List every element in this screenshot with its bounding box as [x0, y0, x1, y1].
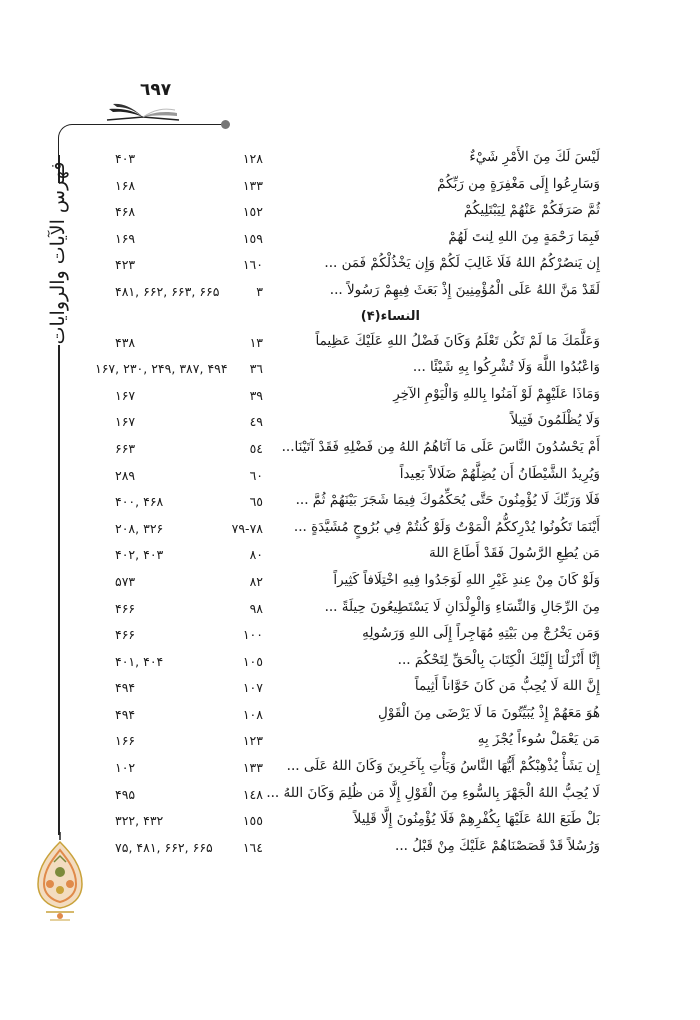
verse-text: لَيْسَ لَكَ مِنَ الأَمْرِ شَيْءٌ: [469, 149, 600, 165]
page-references: ۱۶۸: [115, 177, 136, 193]
page-references: ۴۶۶: [115, 627, 136, 643]
ayah-number: ١٠٨: [242, 706, 263, 722]
verse-index-list: [95, 146, 600, 861]
index-entry: [95, 146, 600, 173]
header-rule: [72, 124, 224, 125]
index-entry: [95, 330, 600, 357]
verse-text: وَاعْبُدُوا اللَّهَ وَلَا تُشْرِكُوا بِهِ شَيْئًا ...: [412, 359, 600, 376]
page-number: ٦٩٧: [140, 80, 172, 100]
ayah-number: ٥٤: [249, 440, 263, 456]
page-references: ۴۹۴: [115, 680, 136, 696]
side-running-title: [28, 160, 88, 345]
page-references: ۱۶۹: [115, 230, 136, 246]
ayah-number: ١٢٣: [242, 733, 263, 749]
page-references: ۴۹۴ ,۳۸۷ ,۲۴۹ ,۲۳۰ ,۱۶۷: [95, 361, 228, 377]
page-references: ۳۲۶ ,۲۰۸: [115, 520, 164, 536]
verse-text: مَن يُطِعِ الرَّسُولَ فَقَدْ أَطَاعَ اللهَ: [429, 545, 600, 562]
verse-text: لَا يُحِبُّ اللهُ الْجَهْرَ بِالسُّوءِ مِنَ الْقَوْلِ إِلَّا مَن ظُلِمَ وَكَانَ اللهُ ...: [266, 784, 600, 801]
index-entry: [95, 463, 600, 490]
ayah-number: ٣: [256, 283, 263, 299]
index-entry: [95, 596, 600, 623]
ayah-number: ١٣٣: [242, 177, 263, 193]
page-references: ۴۰۳: [115, 151, 136, 166]
ayah-number: ٣٦: [249, 361, 263, 377]
ayah-number: ١٠٥: [242, 653, 263, 669]
ayah-number: ٨٢: [249, 573, 263, 589]
ayah-number: ١٤٨: [242, 786, 263, 802]
page-references: ۴۶۶: [115, 600, 136, 616]
ayah-number: ٩٨: [249, 600, 263, 616]
ayah-number: ٧٨-٧٩: [231, 520, 263, 536]
index-entry: [95, 808, 600, 835]
page-references: ۴۶۸ ,۴۰۰: [115, 494, 164, 510]
page-references: ۲۸۹: [115, 467, 136, 483]
index-entry: [95, 436, 600, 463]
index-entry: [95, 226, 600, 253]
ayah-number: ١٦٤: [242, 839, 263, 855]
rule-ornament-dot: [221, 120, 230, 129]
surah-heading: النساء(۴): [360, 308, 420, 324]
index-entry: [95, 649, 600, 676]
ayah-number: ١٠٠: [242, 627, 263, 643]
index-entry: [95, 279, 600, 306]
page-references: ۱۶۶: [115, 733, 136, 749]
page-references: ۱۶۷: [115, 387, 136, 403]
page-references: ۴۹۵: [115, 786, 136, 802]
page-references: ۴۰۴ ,۴۰۱: [115, 653, 164, 669]
ayah-number: ١٥٩: [242, 230, 263, 246]
ayah-number: ١٥٥: [242, 813, 263, 829]
page-references: ۶۶۵ ,۶۶۲ ,۴۸۱ ,۷۵: [115, 839, 213, 855]
verse-text: لَقَدْ مَنَّ اللهُ عَلَى الْمُؤْمِنِينَ إِذْ بَعَثَ فِيهِمْ رَسُولاً ...: [329, 281, 600, 298]
verse-text: وَسَارِعُوا إِلَى مَغْفِرَةٍ مِن رَبِّكُمْ: [437, 175, 600, 192]
verse-text: فَلَا وَرَبِّكَ لَا يُؤْمِنُونَ حَتَّى يُحَكِّمُوكَ فِيمَا شَجَرَ بَيْنَهُمْ ثُمَّ ...: [295, 492, 600, 509]
verse-text: هُوَ مَعَهُمْ إِذْ يُبَيِّتُونَ مَا لَا يَرْضَى مِنَ الْقَوْلِ: [378, 704, 600, 721]
page-references: ۴۹۴: [115, 706, 136, 722]
verse-text: إِنَّ اللهَ لَا يُحِبُّ مَن كَانَ خَوَّاناً أَثِيماً: [414, 678, 600, 695]
index-entry: [95, 489, 600, 516]
verse-text: وَلَوْ كَانَ مِنْ عِندِ غَيْرِ اللهِ لَوَجَدُوا فِيهِ اخْتِلَافاً كَثِيراً: [333, 571, 600, 588]
index-entry: [95, 252, 600, 279]
page-references: ۴۳۲ ,۳۲۲: [115, 813, 164, 829]
ayah-number: ٨٠: [249, 547, 263, 563]
index-entry: [95, 409, 600, 436]
index-entry: [95, 516, 600, 543]
verse-text: وَلَا يُظْلَمُونَ فَتِيلاً: [510, 412, 600, 429]
verse-text: إِن يَنصُرْكُمُ اللهُ فَلَا غَالِبَ لَكُمْ وَإِن يَخْذُلْكُمْ فَمَن ...: [324, 255, 600, 272]
surah-heading-row: [95, 306, 600, 330]
side-title-text: فهرس الآيات والروايات: [47, 161, 69, 344]
ayah-number: ٣٩: [249, 387, 263, 403]
index-entry: [95, 755, 600, 782]
verse-text: وَمَاذَا عَلَيْهِمْ لَوْ آمَنُوا بِاللهِ وَالْيَوْمِ الآخِرِ: [393, 385, 600, 402]
verse-text: مَن يَعْمَلْ سُوءاً يُجْزَ بِهِ: [477, 731, 600, 748]
index-entry: [95, 173, 600, 200]
ayah-number: ٤٩: [249, 414, 263, 430]
ayah-number: ١٣: [249, 334, 263, 350]
page-references: ۶۶۳: [115, 440, 136, 456]
index-entry: [95, 356, 600, 383]
page-references: ۱۰۲: [115, 760, 136, 776]
verse-text: وَعَلَّمَكَ مَا لَمْ تَكُن تَعْلَمُ وَكَانَ فَضْلُ اللهِ عَلَيْكَ عَظِيماً: [315, 332, 600, 349]
index-entry: [95, 702, 600, 729]
margin-rule: [58, 345, 60, 835]
ayah-number: ١٣٣: [242, 760, 263, 776]
verse-text: وَمَن يَخْرُجْ مِن بَيْتِهِ مُهَاجِراً إِلَى اللهِ وَرَسُولِهِ: [362, 625, 600, 642]
verse-text: إِن يَشَأْ يُذْهِبْكُمْ أَيُّهَا النَّاسُ وَيَأْتِ بِآخَرِينَ وَكَانَ اللهُ عَلَى ...: [286, 758, 600, 775]
page-references: ۴۲۳: [115, 257, 136, 273]
decorative-ornament-icon: [32, 832, 88, 922]
index-entry: [95, 622, 600, 649]
verse-text: بَلْ طَبَعَ اللهُ عَلَيْهَا بِكُفْرِهِمْ فَلَا يُؤْمِنُونَ إِلَّا قَلِيلاً: [353, 811, 600, 828]
ayah-number: ٦٥: [249, 494, 263, 510]
ayah-number: ٦٠: [249, 467, 263, 483]
index-entry: [95, 675, 600, 702]
verse-text: فَبِمَا رَحْمَةٍ مِنَ اللهِ لِنتَ لَهُمْ: [448, 228, 600, 245]
page-references: ۵۷۳: [115, 573, 136, 589]
index-entry: [95, 542, 600, 569]
verse-text: ثُمَّ صَرَفَكُمْ عَنْهُمْ لِيَبْتَلِيكُمْ: [463, 202, 600, 219]
ayah-number: ١٥٢: [242, 204, 263, 220]
ayah-number: ١٦٠: [242, 257, 263, 273]
index-entry: [95, 569, 600, 596]
page-references: ۴۳۸: [115, 334, 136, 350]
verse-text: وَيُرِيدُ الشَّيْطَانُ أَن يُضِلَّهُمْ ضَلَالاً بَعِيداً: [399, 465, 600, 482]
open-book-icon: [103, 100, 183, 122]
index-entry: [95, 782, 600, 809]
verse-text: إِنَّا أَنْزَلْنَا إِلَيْكَ الْكِتَابَ بِالْحَقِّ لِتَحْكُمَ ...: [397, 651, 600, 668]
index-entry: [95, 383, 600, 410]
verse-text: أَيْنَمَا تَكُونُوا يُدْرِككُّمُ الْمَوْتُ وَلَوْ كُنتُمْ فِي بُرُوجٍ مُشَيَّدَةٍ ...: [293, 518, 600, 535]
index-entry: [95, 728, 600, 755]
index-entry: [95, 199, 600, 226]
margin-corner-curve: [58, 124, 75, 155]
verse-text: مِنَ الرِّجَالِ وَالنِّسَاءِ وَالْوِلْدَانِ لَا يَسْتَطِيعُونَ حِيلَةً ...: [324, 598, 600, 615]
verse-text: وَرُسُلاً قَدْ قَصَصْنَاهُمْ عَلَيْكَ مِنْ قَبْلُ ...: [395, 837, 600, 854]
page-references: ۴۶۸: [115, 204, 136, 220]
ayah-number: ١٢٨: [242, 151, 263, 166]
ayah-number: ١٠٧: [242, 680, 263, 696]
page-references: ۱۶۷: [115, 414, 136, 430]
page-references: ۴۰۳ ,۴۰۲: [115, 547, 164, 563]
page-references: ۶۶۵ ,۶۶۳ ,۶۶۲ ,۴۸۱: [115, 283, 220, 299]
verse-text: أَمْ يَحْسُدُونَ النَّاسَ عَلَى مَا آتَاهُمُ اللهُ مِن فَضْلِهِ فَقَدْ آتَيْنَا...: [281, 438, 600, 455]
index-entry: [95, 835, 600, 862]
